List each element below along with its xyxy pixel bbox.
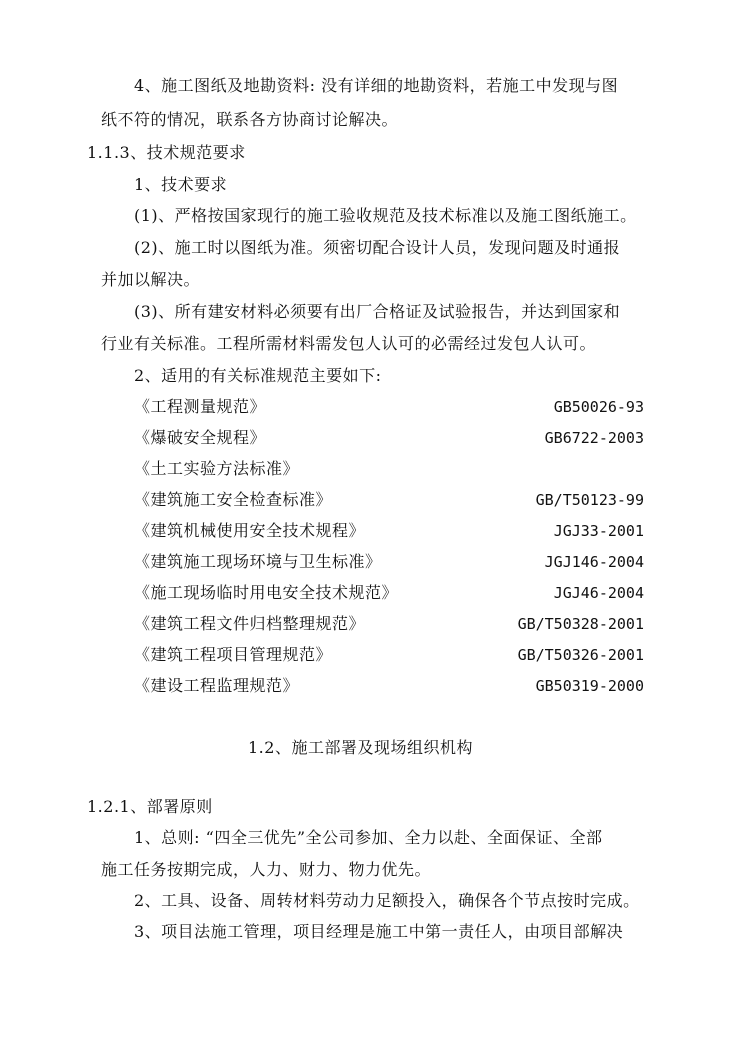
standard-code: JGJ46-2004 [553, 584, 644, 602]
standard-title: 《建筑施工现场环境与卫生标准》 [134, 552, 382, 571]
standard-code: GB/T50123-99 [535, 491, 644, 509]
standard-code: GB6722-2003 [544, 429, 644, 447]
standard-title: 《建筑工程文件归档整理规范》 [134, 614, 366, 633]
subheading-technical-requirements: 1、技术要求 [134, 175, 228, 194]
standard-code: JGJ33-2001 [553, 522, 644, 540]
standard-title: 《建设工程监理规范》 [134, 676, 300, 695]
standard-code: JGJ146-2004 [544, 553, 644, 571]
standard-title: 《施工现场临时用电安全技术规范》 [134, 583, 399, 602]
standard-title: 《建筑机械使用安全技术规程》 [134, 521, 366, 540]
section-heading-113: 1.1.3、技术规范要求 [87, 143, 246, 162]
standard-title: 《工程测量规范》 [134, 397, 267, 416]
paragraph-item4-line1: 4、施工图纸及地勘资料: 没有详细的地勘资料，若施工中发现与图 [134, 76, 619, 95]
standard-title: 《爆破安全规程》 [134, 428, 267, 447]
section-title-12: 1.2、施工部署及现场组织机构 [248, 738, 473, 757]
standard-code: GB50026-93 [553, 398, 644, 416]
requirement-2-line2: 并加以解决。 [101, 270, 201, 289]
standard-title: 《建筑工程项目管理规范》 [134, 645, 333, 664]
standard-title: 《建筑施工安全检查标准》 [134, 490, 333, 509]
requirement-2-line1: (2)、施工时以图纸为准。须密切配合设计人员，发现问题及时通报 [134, 238, 621, 257]
requirement-1: (1)、严格按国家现行的施工验收规范及技术标准以及施工图纸施工。 [134, 206, 637, 225]
requirement-3-line1: (3)、所有建安材料必须要有出厂合格证及试验报告，并达到国家和 [134, 302, 621, 321]
requirement-3-line2: 行业有关标准。工程所需材料需发包人认可的必需经过发包人认可。 [101, 334, 597, 353]
standard-code: GB/T50328-2001 [517, 615, 644, 633]
standard-code: GB50319-2000 [535, 677, 644, 695]
paragraph-item4-line2: 纸不符的情况，联系各方协商讨论解决。 [101, 110, 399, 129]
principle-1-line1: 1、总则: “四全三优先”全公司参加、全力以赴、全面保证、全部 [134, 828, 603, 847]
principle-2: 2、工具、设备、周转材料劳动力足额投入，确保各个节点按时完成。 [134, 891, 640, 910]
standard-title: 《土工实验方法标准》 [134, 459, 300, 478]
principle-1-line2: 施工任务按期完成，人力、财力、物力优先。 [101, 860, 432, 879]
standard-code: GB/T50326-2001 [517, 646, 644, 664]
section-heading-121: 1.2.1、部署原则 [87, 797, 213, 816]
principle-3: 3、项目法施工管理，项目经理是施工中第一责任人，由项目部解决 [134, 922, 624, 941]
subheading-standards: 2、适用的有关标准规范主要如下: [134, 366, 382, 385]
